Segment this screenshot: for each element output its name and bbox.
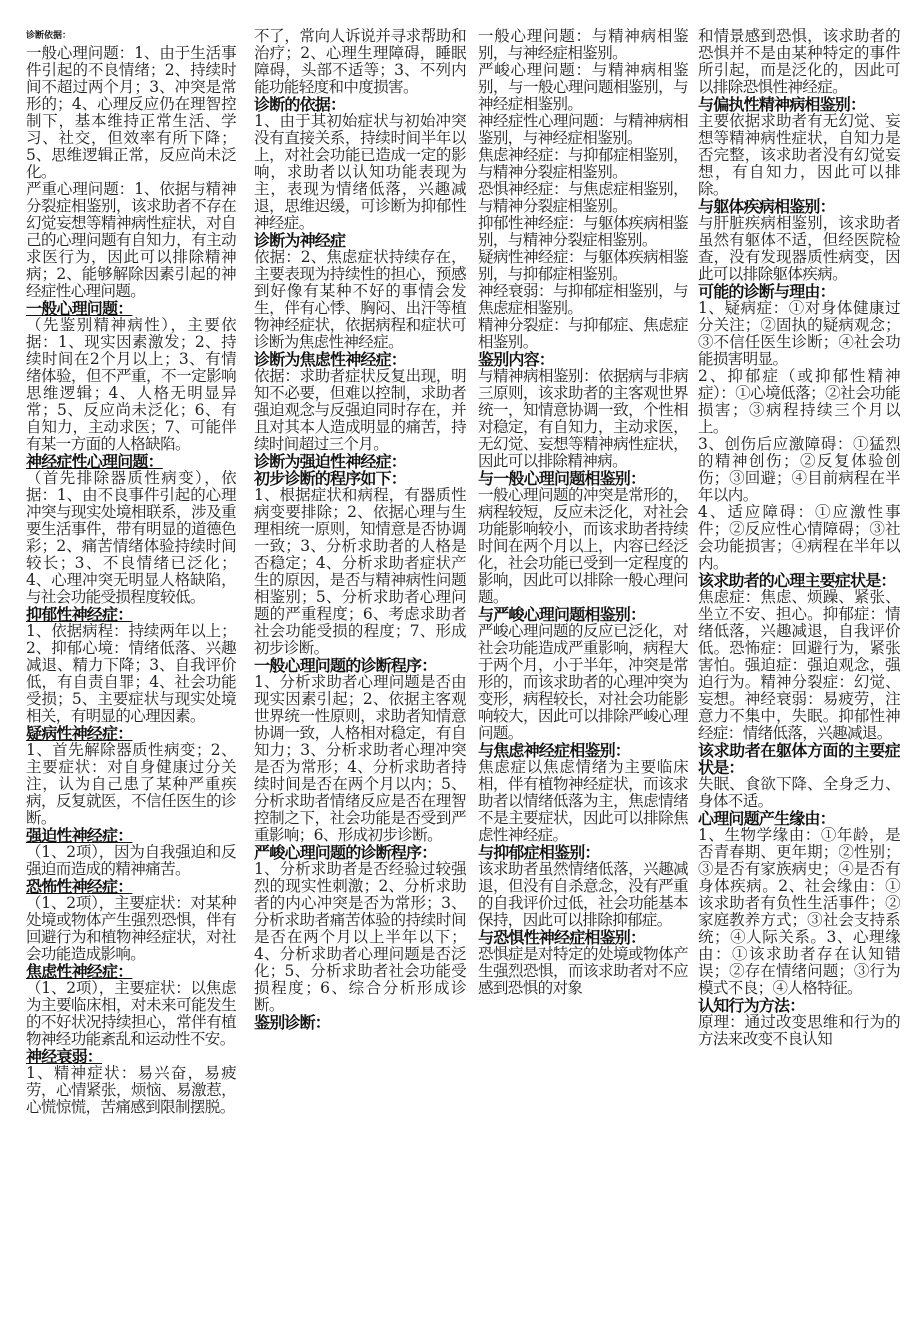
- section-heading: 神经衰弱：: [26, 1047, 103, 1066]
- section-heading: 与抑郁症相鉴别：: [478, 843, 600, 862]
- section-heading: 鉴别内容：: [478, 350, 555, 369]
- section-heading: 认知行为方法：: [698, 996, 805, 1015]
- section-heading: 抑郁性神经症：: [26, 605, 133, 624]
- paragraph: （首先排除器质性病变），依据：1、由不良事件引起的心理冲突与现实处境相联系，涉及重要生活事件，带有明显的道德色彩；2、痛苦情绪体验持续时间较长；3、不良情绪已泛化；4、心理冲突无明显人格缺陷，与社会功能受损程度较低。: [26, 469, 236, 606]
- section-heading: 神经症性心理问题：: [26, 452, 163, 471]
- paragraph: 1、首先解除器质性病变；2、主要症状：对自身健康过分关注，认为自己患了某种严重疾病，反复就医，不信任医生的诊断。: [26, 741, 236, 827]
- section-heading: 鉴别诊断：: [254, 1013, 331, 1032]
- paragraph: 不了，常向人诉说并寻求帮助和治疗；2、心理生理障碍，睡眠障碍，头部不适等；3、不列内能功能轻度和中度损害。: [254, 28, 466, 96]
- section-heading: 诊断为强迫性神经症：: [254, 452, 407, 471]
- column-2: [254, 28, 466, 1263]
- section-heading: 疑病性神经症：: [26, 724, 133, 743]
- section-heading: 与躯体疾病相鉴别：: [698, 197, 835, 216]
- section-heading: 可能的诊断与理由：: [698, 282, 835, 301]
- section-heading: 该求助者在躯体方面的主要症状是：: [698, 741, 900, 777]
- paragraph: 主要依据求助者有无幻觉、妄想等精神病性症状，自知力是否完整，该求助者没有幻觉妄想，有自知力，因此可以排除。: [698, 112, 900, 198]
- paragraph: （1、2项），主要症状：对某种处境或物体产生强烈恐惧，伴有回避行为和植物神经症状，对社会功能造成影响。: [26, 894, 236, 963]
- paragraph: 依据：2、焦虑症状持续存在，主要表现为持续性的担心，预感到好像有某种不好的事情会发生，伴有心悸、胸闷、出汗等植物神经症状，依据病程和症状可诊断为焦虑性神经症。: [254, 248, 466, 351]
- paragraph: 1、由于其初始症状与初始冲突没有直接关系，持续时间半年以上，对社会功能已造成一定的影响，求助者以认知功能表现为主，表现为情绪低落，兴趣减退，思维迟缓，可诊断为抑郁性神经症。: [254, 112, 466, 232]
- paragraph: 3、创伤后应激障碍：①猛烈的精神创伤；②反复体验创伤；③回避；④目前病程在半年以内。: [698, 435, 900, 504]
- paragraph: 焦虑症以焦虑情绪为主要临床相，伴有植物神经症状，而该求助者以情绪低落为主，焦虑情绪不是主要症状，因此可以排除焦虑性神经症。: [478, 758, 688, 844]
- section-heading: 与一般心理问题相鉴别：: [478, 469, 646, 488]
- paragraph: 一般心理问题的冲突是常形的，病程较短，反应未泛化，对社会功能影响较小，而该求助者持续时间在两个月以上，内容已经泛化，社会功能已受到一定程度的影响，因此可以排除一般心理问题。: [478, 486, 688, 606]
- section-heading: 焦虑性神经症：: [26, 962, 133, 981]
- paragraph: 严峻心理问题的反应已泛化，对社会功能造成严重影响，病程大于两个月，小于半年，冲突是常形的，而该求助者的心理冲突为变形，病程较长，对社会功能影响较大，因此可以排除严峻心理问题。: [478, 622, 688, 742]
- paragraph: 1、根据症状和病程，有器质性病变要排除；2、依据心理与生理相统一原则，知情意是否协调一致；3、分析求助者的人格是否稳定；4、分析求助者症状产生的原因，是否与精神病性问题相鉴别；5、分析求助者心理问题的严重程度；6、考虑求助者社会功能受损的程度；7、形成初步诊断。: [254, 486, 466, 657]
- paragraph: （1、2项），主要症状：以焦虑为主要临床相，对未来可能发生的不好状况持续担心，常伴有植物神经功能紊乱和运动性不安。: [26, 979, 236, 1048]
- column-3: [478, 28, 688, 1263]
- paragraph: （1、2项），因为自我强迫和反强迫而造成的精神痛苦。: [26, 843, 236, 878]
- paragraph: 疑病性神经症：与躯体疾病相鉴别，与抑郁症相鉴别。: [478, 248, 688, 283]
- paragraph: 诊断依据：: [26, 31, 72, 41]
- paragraph: 依据：求助者症状反复出现，明知不必要，但难以控制，求助者强迫观念与反强迫同时存在，并且对其本人造成明显的痛苦，持续时间超过三个月。: [254, 367, 466, 453]
- paragraph: 焦虑症：焦虑、烦躁、紧张、坐立不安、担心。抑郁症：情绪低落，兴趣减退，自我评价低。恐怖症：回避行为，紧张害怕。强迫症：强迫观念，强迫行为。精神分裂症：幻觉、妄想。神经衰弱：易疲劳，注意力不集中，失眠。抑郁性神经症：情绪低落，兴趣减退。: [698, 588, 900, 742]
- paragraph: 恐惧神经症：与焦虑症相鉴别，与精神分裂症相鉴别。: [478, 180, 688, 215]
- section-heading: 与恐惧性神经症相鉴别：: [478, 928, 646, 947]
- section-heading: 心理问题产生缘由：: [698, 809, 835, 828]
- section-heading: 一般心理问题：: [26, 299, 133, 318]
- paragraph: 与肝脏疾病相鉴别，该求助者虽然有躯体不适，但经医院检查，没有发现器质性病变，因此可以排除躯体疾病。: [698, 214, 900, 283]
- column-4: [698, 28, 900, 1263]
- paragraph: 焦虑神经症：与抑郁症相鉴别，与精神分裂症相鉴别。: [478, 146, 688, 181]
- section-heading: 与严峻心理问题相鉴别：: [478, 605, 646, 624]
- paragraph: 精神分裂症：与抑郁症、焦虑症相鉴别。: [478, 316, 688, 351]
- paragraph: 神经症性心理问题：与精神病相鉴别，与神经症相鉴别。: [478, 112, 688, 147]
- column-1: [26, 28, 236, 1263]
- paragraph: 原理：通过改变思维和行为的方法来改变不良认知: [698, 1013, 900, 1048]
- paragraph: 神经衰弱：与抑郁症相鉴别，与焦虑症相鉴别。: [478, 282, 688, 317]
- paragraph: 严重心理问题：1、依据与精神分裂症相鉴别，该求助者不存在幻觉妄想等精神病性症状，对自己的心理问题有自知力，有主动求医行为，因此可以排除精神病；2、能够解除因素引起的神经症性心理问题。: [26, 180, 236, 300]
- section-heading: 与偏执性精神病相鉴别：: [698, 95, 866, 114]
- section-heading: 诊断的依据：: [254, 95, 346, 114]
- section-heading: 初步诊断的程序如下：: [254, 469, 407, 488]
- document-page: [26, 28, 900, 1263]
- paragraph: 1、依据病程：持续两年以上；2、抑郁心境：情绪低落、兴趣减退、精力下降；3、自我评价低，有自责自罪；4、社会功能受损；5、主要症状与现实处境相关，有明显的心理因素。: [26, 622, 236, 725]
- paragraph: 1、分析求助者是否经验过较强烈的现实性刺激；2、分析求助者的内心冲突是否为常形；3、分析求助者痛苦体验的持续时间是否在两个月以上半年以下；4、分析求助者心理问题是否泛化；5、分析求助者社会功能受损程度；6、综合分析形成诊断。: [254, 860, 466, 1014]
- paragraph: 恐惧症是对特定的处境或物体产生强烈恐惧，而该求助者对不应感到恐惧的对象: [478, 945, 688, 997]
- paragraph: 1、疑病症：①对身体健康过分关注；②固执的疑病观念；③不信任医生诊断；④社会功能损害明显。: [698, 299, 900, 368]
- paragraph: 抑郁性神经症：与躯体疾病相鉴别，与精神分裂症相鉴别。: [478, 214, 688, 249]
- paragraph: 2、抑郁症（或抑郁性精神症）：①心境低落；②社会功能损害；③病程持续三个月以上。: [698, 367, 900, 436]
- paragraph: 严峻心理问题：与精神病相鉴别，与一般心理问题相鉴别，与神经症相鉴别。: [478, 61, 688, 113]
- section-heading: 该求助者的心理主要症状是：: [698, 571, 896, 590]
- section-heading: 诊断为焦虑性神经症：: [254, 350, 407, 369]
- paragraph: 与精神病相鉴别：依据病与非病三原则，该求助者的主客观世界统一，知情意协调一致，个性相对稳定，有自知力，主动求医，无幻觉、妄想等精神病性症状，因此可以排除精神病。: [478, 367, 688, 470]
- paragraph: 1、精神症状：易兴奋，易疲劳，心情紧张，烦恼、易激惹，心慌惊慌，苦痛感到限制摆脱。: [26, 1064, 236, 1116]
- paragraph: （先鉴别精神病性），主要依据：1、现实因素激发；2、持续时间在2个月以上；3、有情绪体验，但不严重，不一定影响思维逻辑；4、人格无明显异常；5、反应尚未泛化；6、有自知力，主动求医；7、可能伴有某一方面的人格缺陷。: [26, 316, 236, 453]
- paragraph: 一般心理问题：1、由于生活事件引起的不良情绪；2、持续时间不超过两个月；3、冲突是常形的；4、心理反应仍在理智控制下，基本维持正常生活、学习、社交，但效率有所下降；5、思维逻辑正常，反应尚未泛化。: [26, 44, 236, 181]
- paragraph: 一般心理问题：与精神病相鉴别，与神经症相鉴别。: [478, 28, 688, 62]
- section-heading: 与焦虑神经症相鉴别：: [478, 741, 631, 760]
- section-heading: 一般心理问题的诊断程序：: [254, 656, 437, 675]
- paragraph: 1、分析求助者心理问题是否由现实因素引起；2、依据主客观世界统一性原则，求助者知情意协调一致，人格相对稳定，有自知力；3、分析求助者心理冲突是否为常形；4、分析求助者持续时间是否在两个月以内；5、分析求助者情绪反应是否在理智控制之下，社会功能是否受到严重影响；6、形成初步诊断。: [254, 673, 466, 844]
- section-heading: 强迫性神经症：: [26, 826, 133, 845]
- section-heading: 诊断为神经症: [254, 231, 346, 250]
- section-heading: 恐怖性神经症：: [26, 877, 133, 896]
- paragraph: 和情景感到恐惧，该求助者的恐惧并不是由某种特定的事件所引起，而是泛化的，因此可以排除恐惧性神经症。: [698, 28, 900, 96]
- paragraph: 失眠、食欲下降、全身乏力、身体不适。: [698, 775, 900, 810]
- paragraph: 该求助者虽然情绪低落，兴趣减退，但没有自杀意念，没有严重的自我评价过低，社会功能基本保持，因此可以排除抑郁症。: [478, 860, 688, 929]
- paragraph: 1、生物学缘由：①年龄，是否青春期、更年期；②性别；③是否有家族病史；④是否有身体疾病。2、社会缘由：①该求助者有负性生活事件；②家庭教养方式；③社会支持系统；④人际关系。3、心理缘由：①该求助者存在认知错误；②存在情绪问题；③行为模式不良；④人格特征。: [698, 826, 900, 997]
- paragraph: 4、适应障碍：①应激性事件；②反应性心情障碍；③社会功能损害；④病程在半年以内。: [698, 503, 900, 572]
- section-heading: 严峻心理问题的诊断程序：: [254, 843, 437, 862]
